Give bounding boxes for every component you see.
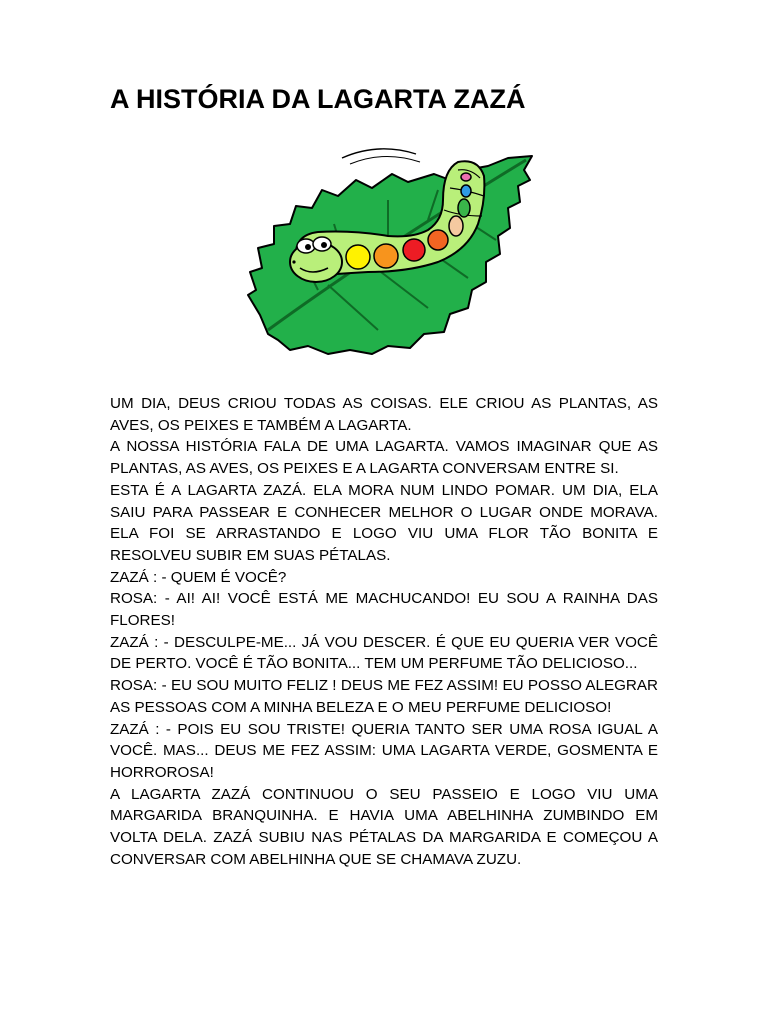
caterpillar-on-leaf-icon [238,140,538,355]
paragraph: ZAZÁ : - QUEM É VOCÊ? [110,568,287,586]
paragraph: ROSA: - AI! AI! VOCÊ ESTÁ ME MACHUCANDO! EU SOU A RAINHA DAS FLORES! [110,590,658,630]
paragraph: ZAZÁ : - DESCULPE-ME... JÁ VOU DESCER. É QUE EU QUERIA VER VOCÊ DE PERTO. VOCÊ É TÃO BONITA... TEM UM PERFUME TÃO DELICIOSO... [110,633,658,673]
paragraph: ESTA É A LAGARTA ZAZÁ. ELA MORA NUM LINDO POMAR. UM DIA, ELA SAIU PARA PASSEAR E CONHECER MELHOR O LUGAR ONDE MORAVA. ELA FOI SE ARRASTANDO E LOGO VIU UMA FLOR TÃO BONITA E RESOLVEU SUBIR EM SUAS PÉTALAS. [110,481,658,564]
paragraph: A LAGARTA ZAZÁ CONTINUOU O SEU PASSEIO E LOGO VIU UMA MARGARIDA BRANQUINHA. E HAVIA UMA ABELHINHA ZUMBINDO EM VOLTA DELA. ZAZÁ SUBIU NAS PÉTALAS DA MARGARIDA E COMEÇOU A CONVERSAR COM ABELHINHA QUE SE CHAMAVA ZUZU. [110,785,658,868]
paragraph: A NOSSA HISTÓRIA FALA DE UMA LAGARTA. VAMOS IMAGINAR QUE AS PLANTAS, AS AVES, OS PEIXES E A LAGARTA CONVERSAM ENTRE SI. [110,438,658,478]
paragraph: ROSA: - EU SOU MUITO FELIZ ! DEUS ME FEZ ASSIM! EU POSSO ALEGRAR AS PESSOAS COM A MINHA BELEZA E O MEU PERFUME DELICIOSO! [110,677,658,716]
paragraph: ZAZÁ : - POIS EU SOU TRISTE! QUERIA TANTO SER UMA ROSA IGUAL A VOCÊ. MAS... DEUS ME FEZ ASSIM: UMA LAGARTA VERDE, GOSMENTA E HORROROSA! [110,720,658,781]
story-text [110,393,658,870]
paragraph: UM DIA, DEUS CRIOU TODAS AS COISAS. ELE CRIOU AS PLANTAS, AS AVES, OS PEIXES E TAMBÉM A LAGARTA. [110,395,658,434]
page-title: A HISTÓRIA DA LAGARTA ZAZÁ [110,84,526,114]
